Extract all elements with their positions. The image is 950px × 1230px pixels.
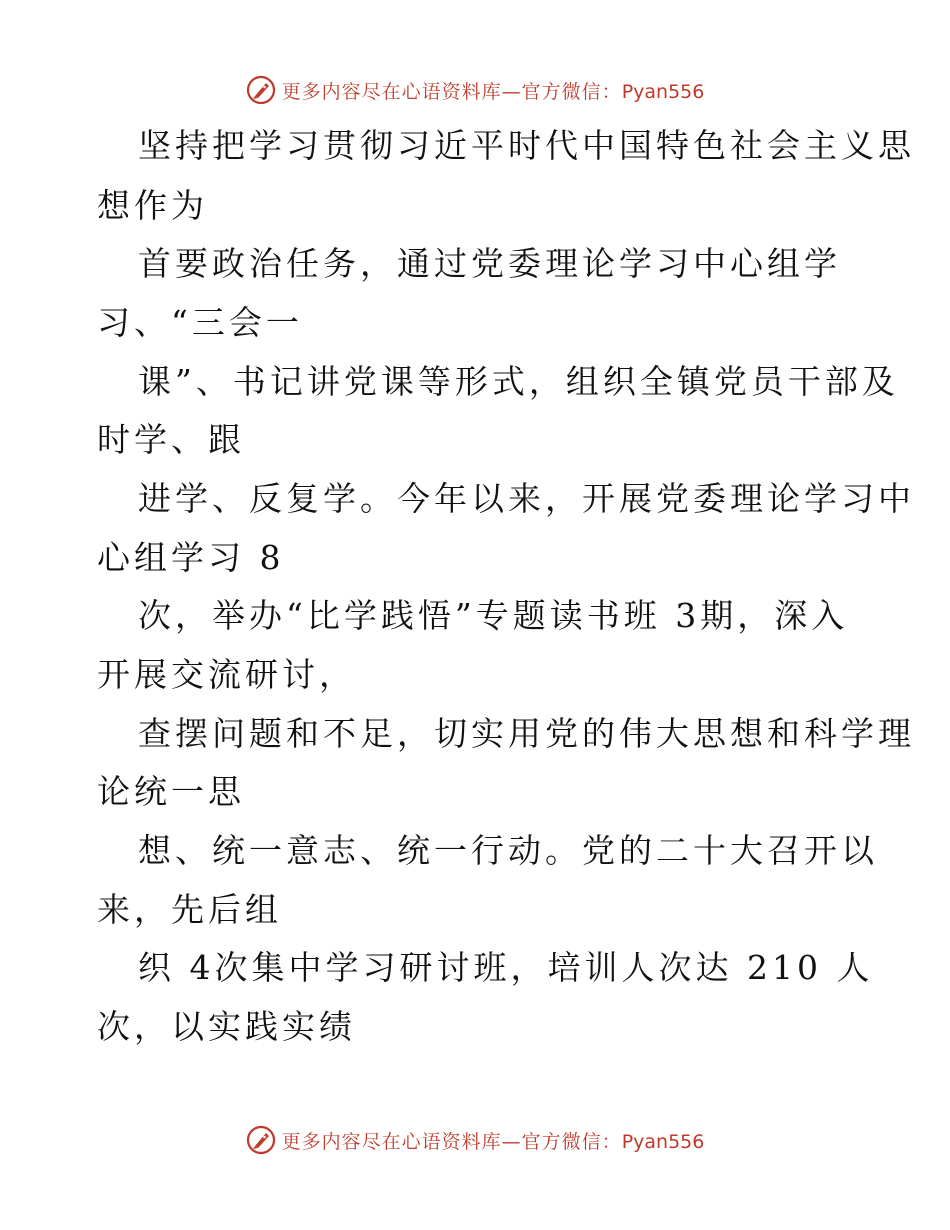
body-line: 论统一思 — [97, 772, 245, 811]
body-line: 次，举办“比学践悟”专题读书班 3期，深入 — [138, 596, 849, 635]
footer-watermark — [0, 1120, 950, 1160]
watermark-wechat-label: 官方微信： — [521, 1130, 622, 1153]
watermark-wechat-id: Pyan556 — [621, 80, 705, 103]
watermark-dash: — — [501, 80, 522, 103]
body-line: 首要政治任务，通过党委理论学习中心组学 — [138, 244, 841, 283]
body-line: 想、统一意志、统一行动。党的二十大召开以 — [138, 831, 878, 870]
body-line: 进学、反复学。今年以来，开展党委理论学习中 — [138, 479, 915, 518]
body-line: 心组学习 8 — [97, 538, 285, 577]
watermark-main-text: 更多内容尽在心语资料库 — [281, 1130, 502, 1153]
body-line: 坚持把学习贯彻习近平时代中国特色社会主义思 — [138, 126, 915, 165]
body-line: 次，以实践实绩 — [97, 1007, 356, 1046]
body-line: 时学、跟 — [97, 420, 245, 459]
watermark-dash: — — [501, 1130, 522, 1153]
pen-nib-icon — [246, 1125, 276, 1155]
watermark-text — [282, 77, 705, 104]
watermark-text — [282, 1127, 705, 1154]
body-line: 习、“三会一 — [97, 303, 303, 342]
body-line: 来，先后组 — [97, 890, 282, 929]
body-line: 课”、书记讲党课等形式，组织全镇党员干部及 — [138, 362, 899, 401]
pen-nib-icon — [246, 75, 276, 105]
body-line: 想作为 — [97, 186, 208, 225]
body-line: 开展交流研讨， — [97, 655, 356, 694]
watermark-wechat-label: 官方微信： — [521, 80, 622, 103]
body-line: 查摆问题和不足，切实用党的伟大思想和科学理 — [138, 714, 915, 753]
body-line: 织 4次集中学习研讨班，培训人次达 210 人 — [138, 948, 874, 987]
watermark-wechat-id: Pyan556 — [621, 1130, 705, 1153]
watermark-main-text: 更多内容尽在心语资料库 — [281, 80, 502, 103]
header-watermark — [0, 70, 950, 110]
